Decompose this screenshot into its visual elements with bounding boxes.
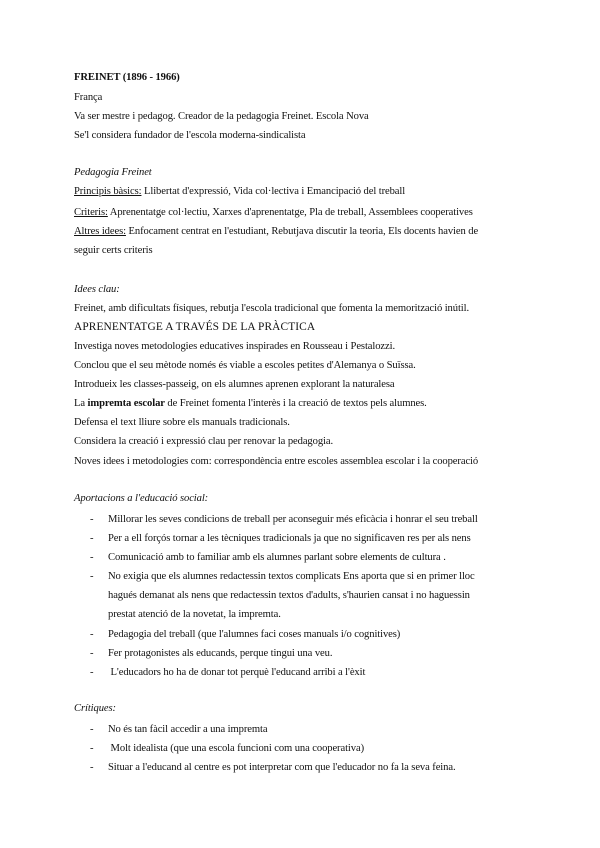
criteris-line [74, 206, 473, 220]
idees-line-5: Introdueix les classes-passeig, on els alumnes aprenen explorant la naturalesa [74, 379, 395, 390]
bio-line-2: Se'l considera fundador de l'escola moderna-sindicalista [74, 130, 306, 141]
list-item: Fer protagonistes als educands, perque tingui una veu. [108, 648, 333, 659]
idees-line-3: Investiga noves metodologies educatives inspirades en Rousseau i Pestalozzi. [74, 341, 396, 352]
list-item: Per a ell forçós tornar a les tècniques tradicionals ja que no significaven res per als nens [108, 533, 471, 544]
idees-line-9: Noves idees i metodologies com: correspondència entre escoles assemblea escolar i la cooperació [74, 456, 479, 467]
list-dash: - [90, 667, 94, 678]
idees-line-6-pre: La [74, 398, 88, 409]
altres-line-2: seguir certs criteris [74, 245, 153, 256]
principis-label: Principis bàsics: [74, 186, 142, 197]
criteris-label: Criteris: [74, 207, 108, 218]
idees-line-4: Conclou que el seu mètode només és viable a escoles petites d'Alemanya o Suïssa. [74, 360, 416, 371]
list-item: No exigia que els alumnes redactessin textos complicats Ens aporta que si en primer lloc [108, 571, 475, 582]
idees-heading: Idees clau: [74, 284, 120, 295]
idees-line-7: Defensa el text lliure sobre els manuals tradicionals. [74, 417, 290, 428]
idees-line-6 [74, 397, 427, 411]
principis-line [74, 185, 405, 199]
list-dash: - [90, 514, 94, 525]
list-item: Comunicació amb to familiar amb els alumnes parlant sobre elements de cultura . [108, 552, 446, 563]
altres-line [74, 225, 478, 239]
list-item-continuation: hagués demanat als nens que redactessin textos d'adults, s'haurien cansat i no haguessin [108, 590, 470, 601]
list-dash: - [90, 762, 94, 773]
aportacions-heading: Aportacions a l'educació social: [74, 493, 209, 504]
document-title: FREINET (1896 - 1966) [74, 72, 180, 83]
list-item: Pedagogia del treball (que l'alumnes faci coses manuals i/o cognitives) [108, 629, 401, 640]
idees-line-2: APRENENTATGE A TRAVÉS DE LA PRÀCTICA [74, 321, 316, 333]
list-item: Molt idealista (que una escola funcioni com una cooperativa) [108, 743, 365, 754]
list-dash: - [90, 629, 94, 640]
list-dash: - [90, 552, 94, 563]
impremta-escolar-bold: impremta escolar [87, 398, 165, 409]
pedagogia-heading: Pedagogia Freinet [74, 167, 152, 178]
country-line: França [74, 92, 103, 103]
list-item: L'educadors ho ha de donar tot perquè l'educand arribi a l'èxit [108, 667, 366, 678]
list-item: Situar a l'educand al centre es pot interpretar com que l'educador no fa la seva feina. [108, 762, 456, 773]
list-item: Millorar les seves condicions de treball per aconseguir més eficàcia i honrar el seu treball [108, 514, 478, 525]
list-dash: - [90, 648, 94, 659]
idees-line-6-post: de Freinet fomenta l'interès i la creació de textos pels alumnes. [164, 398, 427, 409]
list-dash: - [90, 724, 94, 735]
list-dash: - [90, 571, 94, 582]
list-dash: - [90, 533, 94, 544]
list-item: No és tan fàcil accedir a una impremta [108, 724, 268, 735]
idees-line-1: Freinet, amb dificultats físiques, rebutja l'escola tradicional que fomenta la memorització inútil. [74, 303, 470, 314]
list-dash: - [90, 743, 94, 754]
bio-line-1: Va ser mestre i pedagog. Creador de la pedagogia Freinet. Escola Nova [74, 111, 369, 122]
altres-text: Enfocament centrat en l'estudiant, Rebutjava discutir la teoria, Els docents havien de [125, 226, 479, 237]
idees-line-8: Considera la creació i expressió clau per renovar la pedagogia. [74, 436, 334, 447]
criteris-text: Aprenentatge col·lectiu, Xarxes d'aprenentatge, Pla de treball, Assemblees cooperatives [107, 207, 473, 218]
principis-text: Llibertat d'expressió, Vida col·lectiva i Emancipació del treball [141, 186, 406, 197]
list-item-continuation: prestat atenció de la novetat, la impremta. [108, 609, 281, 620]
critiques-heading: Crítiques: [74, 703, 116, 714]
altres-label: Altres idees: [74, 226, 126, 237]
